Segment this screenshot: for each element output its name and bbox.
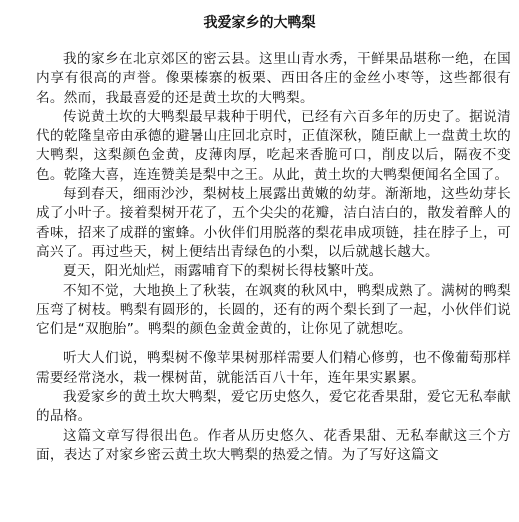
essay-paragraph-2: 传说黄土坎的大鸭梨最早栽种于明代，已经有六百多年的历史了。据说清代的乾隆皇帝由承德的避暑山庄回北京时，正值深秋，随臣献上一盘黄土坎的大鸭梨，这梨颜色金黄，皮薄肉厚，吃起来香脆可口，削皮以后，隔夜不变色。乾隆大喜，连连赞美是梨中之王。从此，黄土坎的大鸭梨便闻名全国了。 (36, 108, 511, 183)
essay-title: 我爱家乡的大鸭梨 (203, 15, 316, 31)
essay-paragraph-6: 听大人们说，鸭梨树不像苹果树那样需要人们精心修剪，也不像葡萄那样需要经常浇水，栽一棵树苗，就能活百八十年，连年果实累累。 (36, 350, 511, 386)
essay-paragraph-7: 我爱家乡的黄土坎大鸭梨，爱它历史悠久，爱它花香果甜，爱它无私奉献的品格。 (36, 389, 511, 425)
essay-paragraph-1: 我的家乡在北京郊区的密云县。这里山青水秀，干鲜果品堪称一绝，在国内享有很高的声誉。像栗榛寨的板栗、西田各庄的金丝小枣等，这些都很有名。然而，我最喜爱的还是黄土坎的大鸭梨。 (36, 51, 511, 106)
essay-paragraph-3: 每到春天，细雨沙沙，梨树枝上展露出黄嫩的幼芽。渐渐地，这些幼芽长成了小叶子。接着梨树开花了，五个尖尖的花瓣，洁白洁白的，散发着醉人的香味，招来了成群的蜜蜂。小伙伴们用脱落的梨花串成项链，挂在脖子上，可高兴了。再过些天，树上便结出青绿色的小梨，以后就越长越大。 (36, 186, 511, 260)
essay-paragraph-5: 不知不觉，大地换上了秋装，在飒爽的秋风中，鸭梨成熟了。满树的鸭梨压弯了树枝。鸭梨有圆形的，长圆的，还有的两个梨长到了一起，小伙伴们说它们是“双胞胎”。鸭梨的颜色金黄金黄的，让你见了就想吃。 (36, 282, 511, 338)
commentary-paragraph: 这篇文章写得很出色。作者从历史悠久、花香果甜、无私奉献这三个方面，表达了对家乡密云黄土坎大鸭梨的热爱之情。为了写好这篇文 (36, 427, 511, 463)
essay-paragraph-4: 夏天，阳光灿烂，雨露哺育下的梨树长得枝繁叶茂。 (63, 263, 383, 280)
